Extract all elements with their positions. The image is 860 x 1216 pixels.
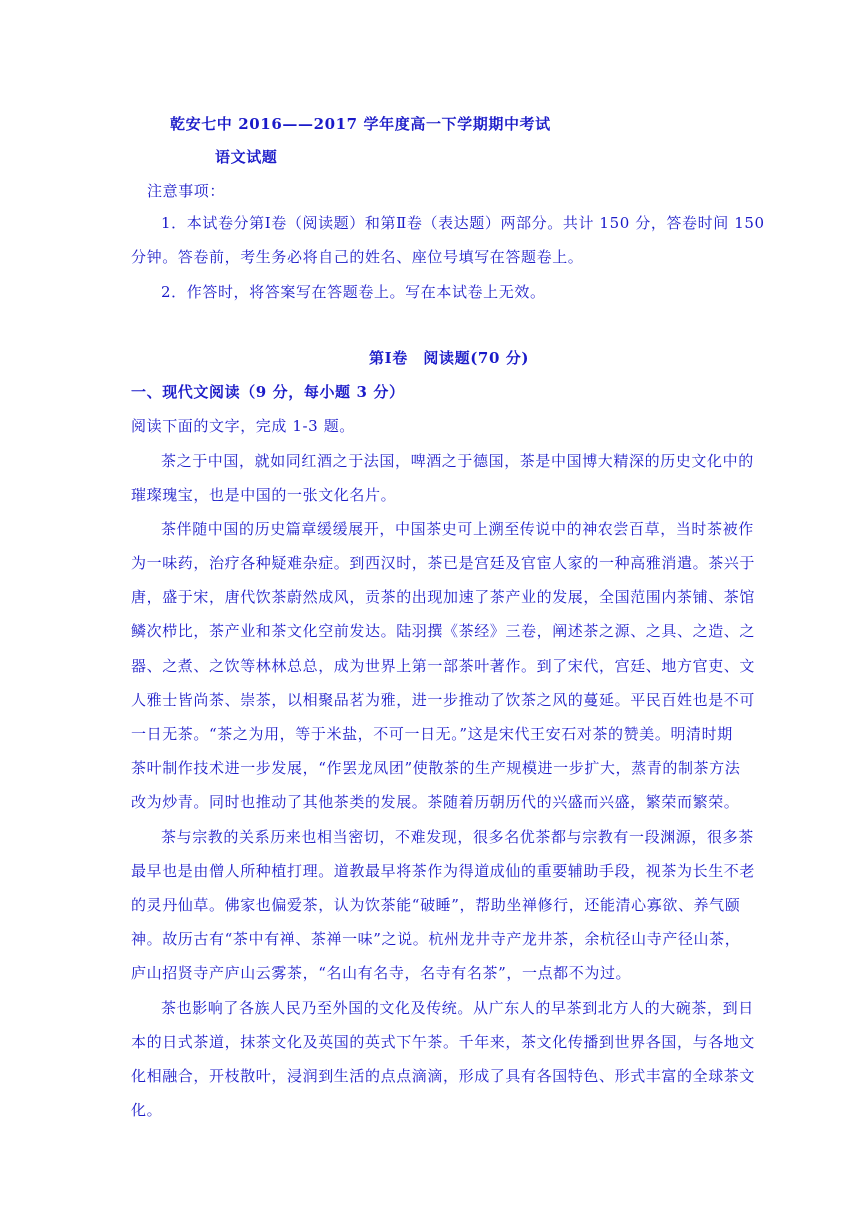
notice-heading: 注意事项： xyxy=(147,182,226,200)
passage-line: 茶之于中国，就如同红酒之于法国，啤酒之于德国，茶是中国博大精深的历史文化中的 xyxy=(161,452,754,470)
passage-line: 最早也是由僧人所种植打理。道教最早将茶作为得道成仙的重要辅助手段，视茶为长生不老 xyxy=(131,862,756,880)
passage-line: 器、之煮、之饮等林林总总，成为世界上第一部茶叶著作。到了宋代，宫廷、地方官吏、文 xyxy=(131,657,756,675)
notice-item-2: 2．作答时，将答案写在答题卷上。写在本试卷上无效。 xyxy=(161,283,546,301)
notice-item-1: 1．本试卷分第Ⅰ卷（阅读题）和第Ⅱ卷（表达题）两部分。共计 150 分，答卷时间 150 xyxy=(161,214,765,232)
passage-line: 为一味药，治疗各种疑难杂症。到西汉时，茶已是宫廷及官宦人家的一种高雅消遣。茶兴于 xyxy=(131,554,756,572)
passage-line: 的灵丹仙草。佛家也偏爱茶，认为饮茶能“破睡”，帮助坐禅修行，还能清心寡欲、养气颐 xyxy=(131,896,741,914)
exam-title: 乾安七中 2016——2017 学年度高一下学期期中考试 xyxy=(170,115,551,133)
subject-title: 语文试题 xyxy=(215,148,278,166)
passage-line: 璀璨瑰宝，也是中国的一张文化名片。 xyxy=(131,486,397,504)
passage-line: 唐，盛于宋，唐代饮茶蔚然成风，贡茶的出现加速了茶产业的发展，全国范围内茶铺、茶馆 xyxy=(131,588,756,606)
notice-item-1-cont: 分钟。答卷前，考生务必将自己的姓名、座位号填写在答题卷上。 xyxy=(131,248,584,266)
passage-line: 神。故历古有“茶中有禅、茶禅一味”之说。杭州龙井寺产龙井茶，余杭径山寺产径山茶， xyxy=(131,930,741,948)
part-heading: 一、现代文阅读（9 分，每小题 3 分） xyxy=(131,383,405,401)
passage-line: 茶与宗教的关系历来也相当密切，不难发现，很多名优茶都与宗教有一段渊源，很多茶 xyxy=(161,828,754,846)
passage-line: 茶也影响了各族人民乃至外国的文化及传统。从广东人的早茶到北方人的大碗茶，到日 xyxy=(161,999,754,1017)
passage-line: 改为炒青。同时也推动了其他茶类的发展。茶随着历朝历代的兴盛而兴盛，繁荣而繁荣。 xyxy=(131,793,740,811)
passage-line: 人雅士皆尚茶、崇茶，以相聚品茗为雅，进一步推动了饮茶之风的蔓延。平民百姓也是不可 xyxy=(131,691,756,709)
passage-line: 茶叶制作技术进一步发展，“作罢龙凤团”使散茶的生产规模进一步扩大，蒸青的制茶方法 xyxy=(131,759,741,777)
passage-line: 庐山招贤寺产庐山云雾茶，“名山有名寺，名寺有名茶”，一点都不为过。 xyxy=(131,964,632,982)
section-title: 第Ⅰ卷 阅读题(70 分) xyxy=(369,349,530,367)
passage-line: 本的日式茶道，抹茶文化及英国的英式下午茶。千年来，茶文化传播到世界各国，与各地文 xyxy=(131,1033,756,1051)
passage-line: 一日无茶。“茶之为用，等于米盐，不可一日无。”这是宋代王安石对茶的赞美。明清时期 xyxy=(131,725,733,743)
reading-instruction: 阅读下面的文字，完成 1-3 题。 xyxy=(131,417,355,435)
passage-line: 化相融合，开枝散叶，浸润到生活的点点滴滴，形成了具有各国特色、形式丰富的全球茶文 xyxy=(131,1067,756,1085)
passage-line: 茶伴随中国的历史篇章缓缓展开，中国茶史可上溯至传说中的神农尝百草，当时茶被作 xyxy=(161,520,754,538)
passage-line: 化。 xyxy=(131,1101,163,1119)
passage-line: 鳞次栉比，茶产业和茶文化空前发达。陆羽撰《茶经》三卷，阐述茶之源、之具、之造、之 xyxy=(131,622,756,640)
